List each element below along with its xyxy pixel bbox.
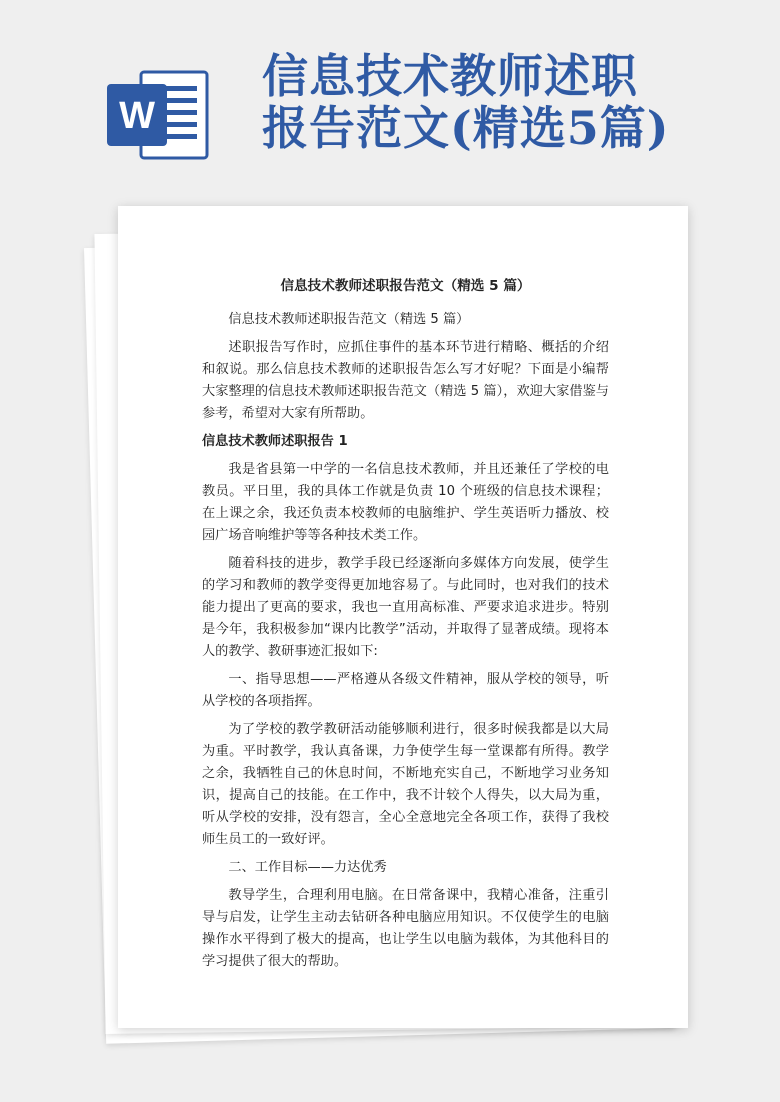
page-title-line-1: 信息技术教师述职 <box>262 49 638 103</box>
word-document-icon <box>103 68 209 162</box>
document-title: 信息技术教师述职报告范文（精选 5 篇） <box>280 278 531 294</box>
document-paragraph: 一、指导思想——严格遵从各级文件精神，服从学校的领导，听从学校的各项指挥。 <box>202 672 609 709</box>
document-paragraph: 为了学校的教学教研活动能够顺利进行，很多时候我都是以大局为重。平时教学，我认真备课，力争使学生每一堂课都有所得。教学之余，我牺牲自己的休息时间，不断地充实自己，不断地学习业务知识，提高自己的技能。在工作中，我不计较个人得失，以大局为重，听从学校的安排，没有怨言，全心全意地完全各项工作，获得了我校师生员工的一致好评。 <box>202 722 609 847</box>
document-paragraph: 我是省县第一中学的一名信息技术教师，并且还兼任了学校的电教员。平日里，我的具体工作就是负责 10 个班级的信息技术课程；在上课之余，我还负责本校教师的电脑维护、学生英语听力播放、校园广场音响维护等等各种技术类工作。 <box>202 462 609 543</box>
section-heading: 信息技术教师述职报告 1 <box>202 434 348 449</box>
page-title-line-2: 报告范文(精选5篇) <box>262 101 670 155</box>
document-body <box>202 275 609 979</box>
word-icon-letter: W <box>119 95 155 137</box>
page-title <box>262 50 762 154</box>
document-paragraph: 教导学生，合理利用电脑。在日常备课中，我精心准备，注重引导与启发，让学生主动去钻研各种电脑应用知识。不仅使学生的电脑操作水平得到了极大的提高，也让学生以电脑为载体，为其他科目的学习提供了很大的帮助。 <box>202 888 609 969</box>
document-paragraph: 二、工作目标——力达优秀 <box>228 860 387 875</box>
document-paragraph: 信息技术教师述职报告范文（精选 5 篇） <box>228 312 470 327</box>
document-paragraph: 述职报告写作时，应抓住事件的基本环节进行精略、概括的介绍和叙说。那么信息技术教师的述职报告怎么写才好呢？下面是小编帮大家整理的信息技术教师述职报告范文（精选 5 篇），欢迎大家借鉴与参考，希望对大家有所帮助。 <box>202 340 609 421</box>
document-paragraph: 随着科技的进步，教学手段已经逐渐向多媒体方向发展，使学生的学习和教师的教学变得更加地容易了。与此同时，也对我们的技术能力提出了更高的要求，我也一直用高标准、严要求追求进步。特别是今年，我积极参加“课内比教学”活动，并取得了显著成绩。现将本人的教学、教研事迹汇报如下: <box>202 556 609 659</box>
